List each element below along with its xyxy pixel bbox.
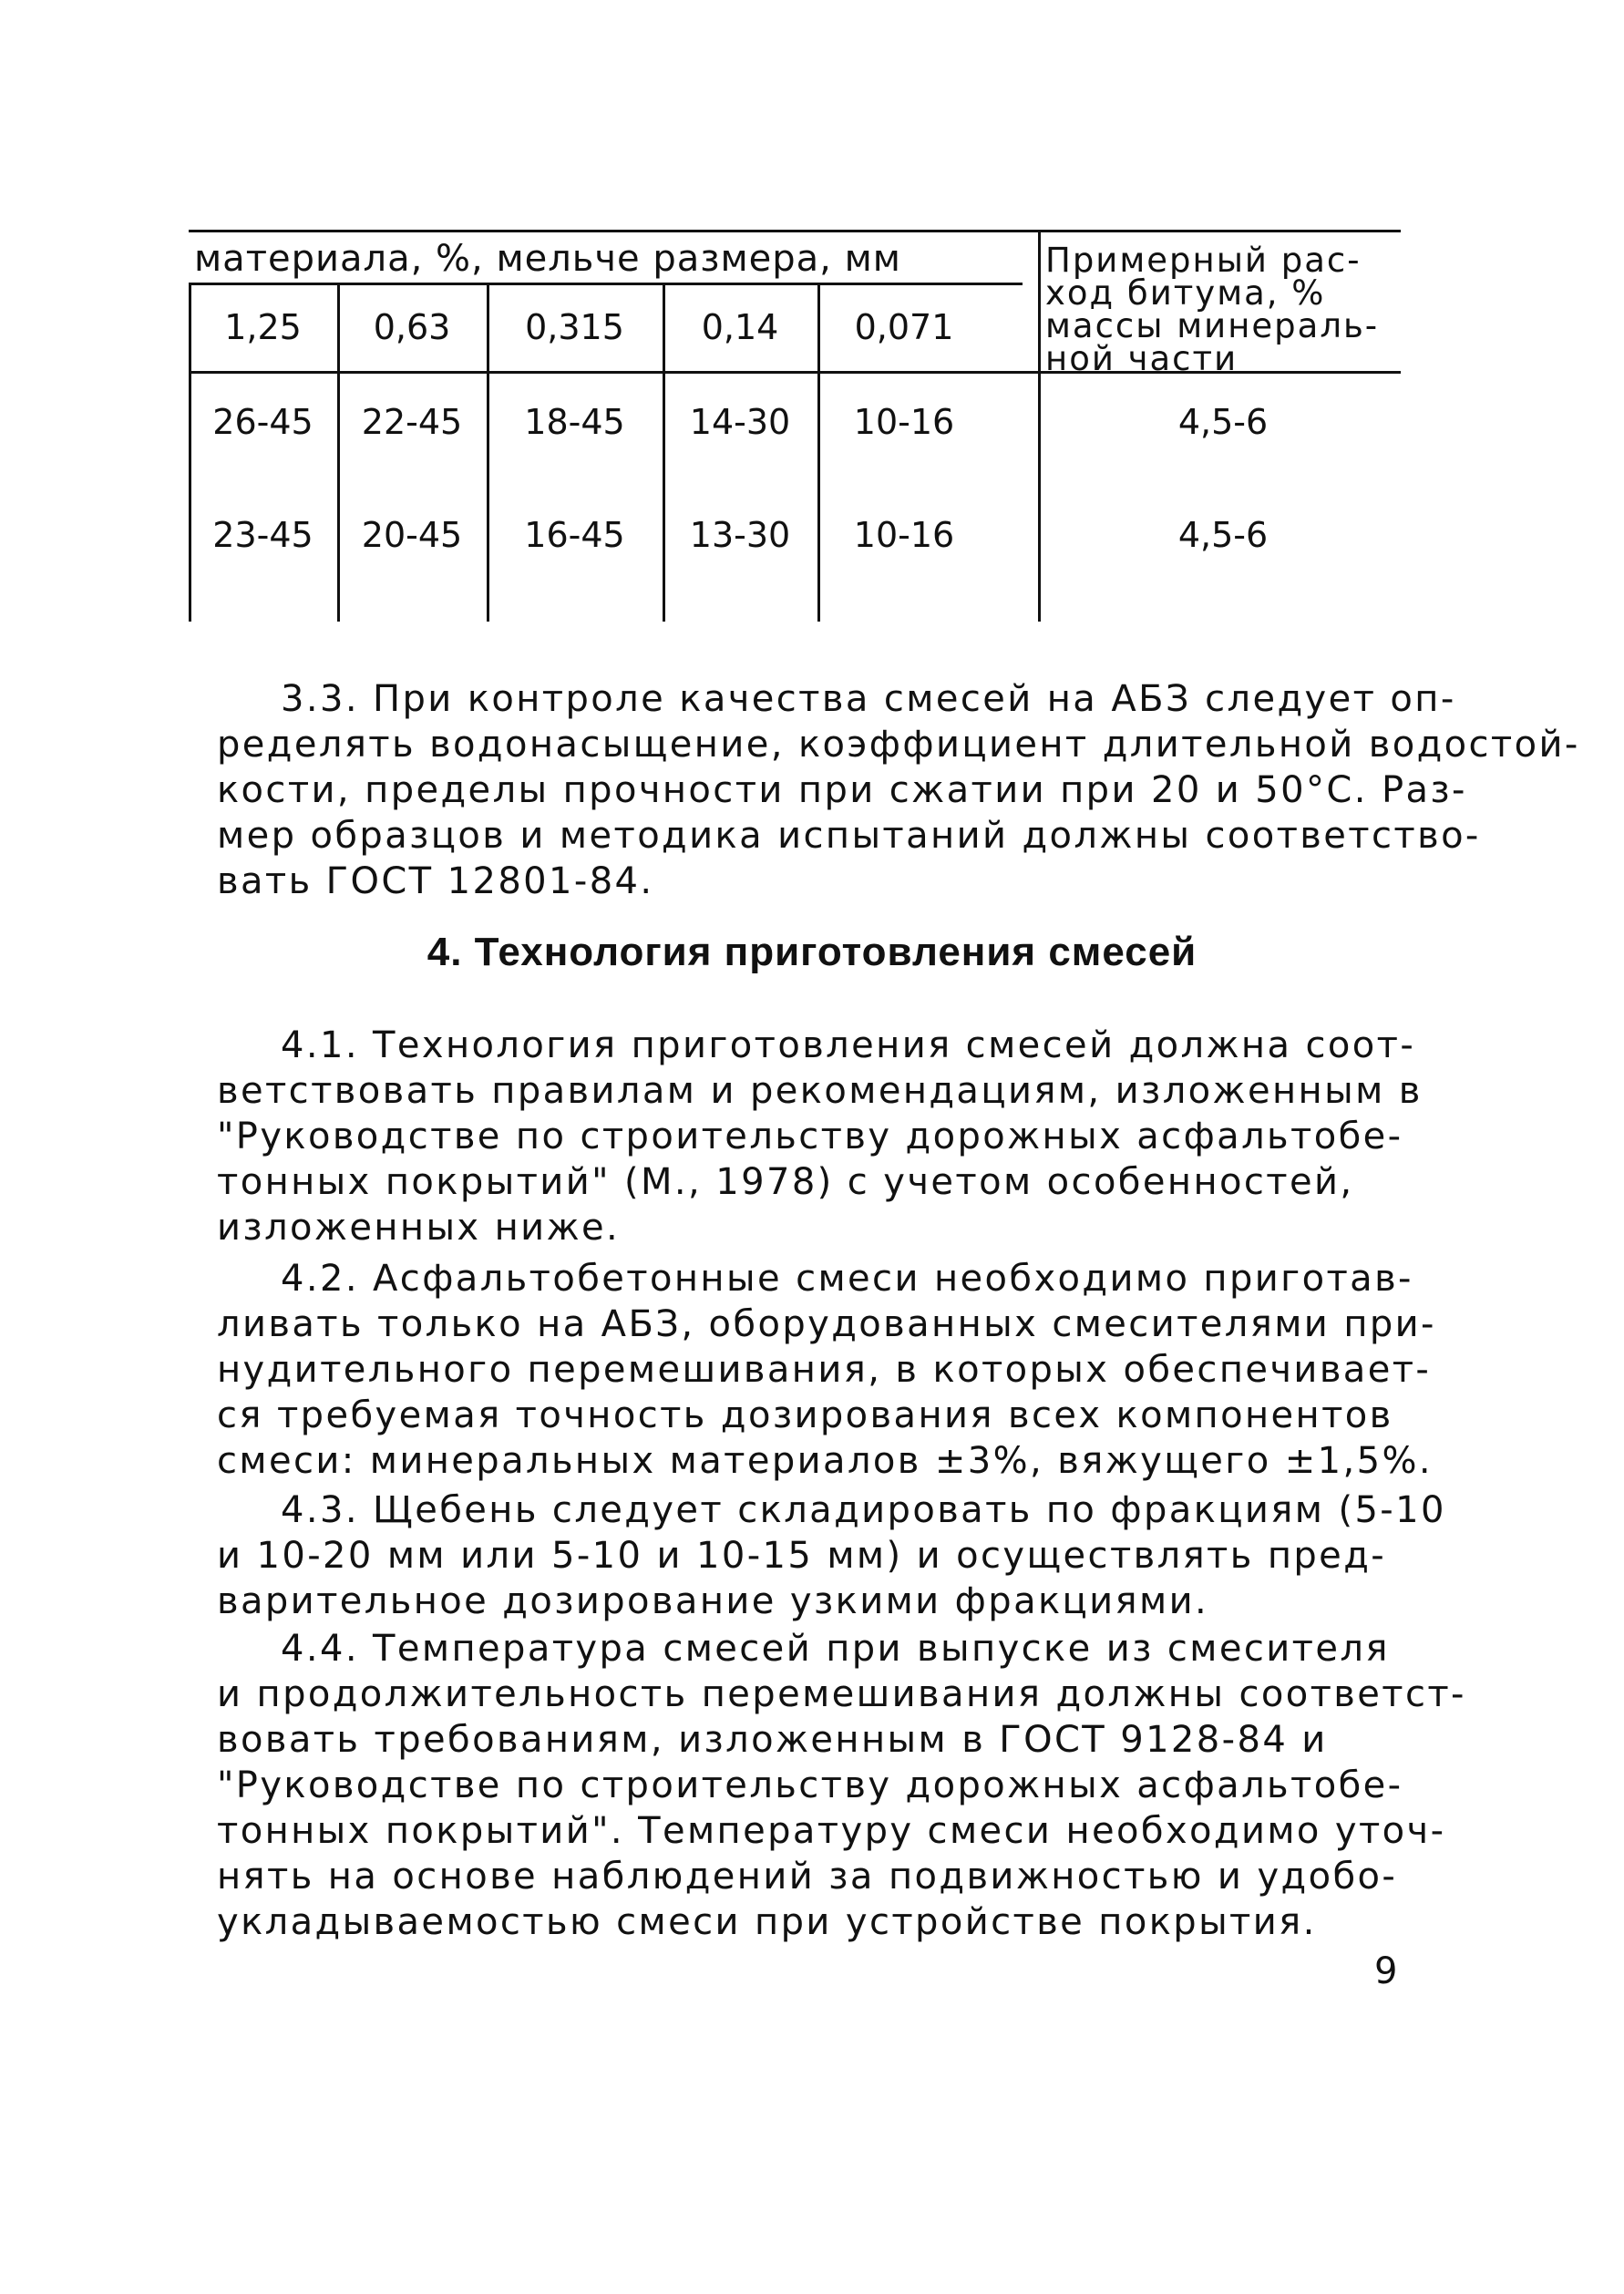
column-header-0-315: 0,315 (525, 307, 624, 347)
table-cell: 23-45 (212, 515, 313, 555)
bitumen-header-line: Примерный рас- (1045, 241, 1362, 280)
table-cell: 10-16 (853, 515, 955, 555)
table-cell-bitumen: 4,5-6 (1177, 515, 1269, 555)
text-line: ся требуемая точность дозирования всех компонентов (217, 1394, 1393, 1436)
bitumen-header-line: ход битума, % (1045, 273, 1326, 313)
table-cell: 18-45 (524, 402, 625, 442)
text-line: ветствовать правилам и рекомендациям, изложенным в (217, 1070, 1423, 1112)
paragraph-4-2 (217, 1256, 1436, 1484)
table-cell: 26-45 (212, 402, 313, 442)
granulometry-table (189, 230, 1401, 622)
column-header-0-63: 0,63 (373, 307, 451, 347)
section-heading: 4. Технология приготовления смесей (427, 930, 1197, 974)
text-line: 3.3. При контроле качества смесей на АБЗ следует оп- (281, 678, 1456, 720)
table-cell: 20-45 (361, 515, 463, 555)
table-group-header: материала, %, мельче размера, мм (194, 238, 901, 280)
text-line: "Руководстве по строительству дорожных асфальтобе- (217, 1116, 1403, 1157)
text-line: нудительного перемешивания, в которых обеспечивает- (217, 1349, 1432, 1391)
text-line: и продолжительность перемешивания должны соответст- (217, 1673, 1466, 1715)
text-line: 4.1. Технология приготовления смесей должна соот- (281, 1024, 1416, 1066)
text-line: 4.3. Щебень следует складировать по фракциям (5-10 (281, 1489, 1446, 1531)
table-cell: 14-30 (689, 402, 791, 442)
text-line: укладываемостью смеси при устройстве покрытия. (217, 1901, 1317, 1943)
text-line: тонных покрытий". Температуру смеси необходимо уточ- (217, 1810, 1446, 1852)
table-cell: 10-16 (853, 402, 955, 442)
paragraph-4-4 (217, 1626, 1466, 1945)
text-line: вать ГОСТ 12801-84. (217, 860, 654, 902)
text-line: ливать только на АБЗ, оборудованных смесителями при- (217, 1303, 1436, 1345)
table-cell-bitumen: 4,5-6 (1177, 402, 1269, 442)
text-line: 4.4. Температура смесей при выпуске из смесителя (281, 1628, 1390, 1670)
text-line: мер образцов и методика испытаний должны соответство- (217, 815, 1481, 857)
paragraph-4-1 (217, 1023, 1423, 1250)
bitumen-header-line: массы минераль- (1045, 306, 1380, 345)
text-line: ределять водонасыщение, коэффициент длительной водостой- (217, 724, 1580, 766)
table-subheader-rule (189, 283, 1023, 285)
paragraph-4-3 (217, 1487, 1446, 1624)
bitumen-header-line: ной части (1045, 339, 1239, 378)
bitumen-column-header (1045, 241, 1401, 378)
text-line: варительное дозирование узкими фракциями. (217, 1580, 1209, 1622)
text-line: тонных покрытий" (М., 1978) с учетом особенностей, (217, 1161, 1354, 1203)
page-number: 9 (1374, 1950, 1398, 1992)
text-line: изложенных ниже. (217, 1207, 621, 1249)
text-line: кости, пределы прочности при сжатии при 20 и 50°С. Раз- (217, 769, 1467, 811)
column-header-0-071: 0,071 (854, 307, 954, 347)
table-cell: 16-45 (524, 515, 625, 555)
text-line: смеси: минеральных материалов ±3%, вяжущего ±1,5%. (217, 1440, 1433, 1482)
table-cell: 22-45 (361, 402, 463, 442)
table-top-rule (189, 230, 1401, 232)
col-divider-bitumen (1038, 230, 1041, 622)
column-header-1-25: 1,25 (224, 307, 302, 347)
paragraph-3-3 (217, 676, 1580, 904)
column-header-0-14: 0,14 (701, 307, 779, 347)
text-line: и 10-20 мм или 5-10 и 10-15 мм) и осуществлять пред- (217, 1535, 1387, 1577)
text-line: "Руководстве по строительству дорожных асфальтобе- (217, 1764, 1403, 1806)
text-line: 4.2. Асфальтобетонные смеси необходимо приготав- (281, 1258, 1413, 1300)
text-line: вовать требованиям, изложенным в ГОСТ 9128-84 и (217, 1719, 1328, 1761)
text-line: нять на основе наблюдений за подвижностью и удобо- (217, 1856, 1398, 1898)
table-cell: 13-30 (689, 515, 791, 555)
